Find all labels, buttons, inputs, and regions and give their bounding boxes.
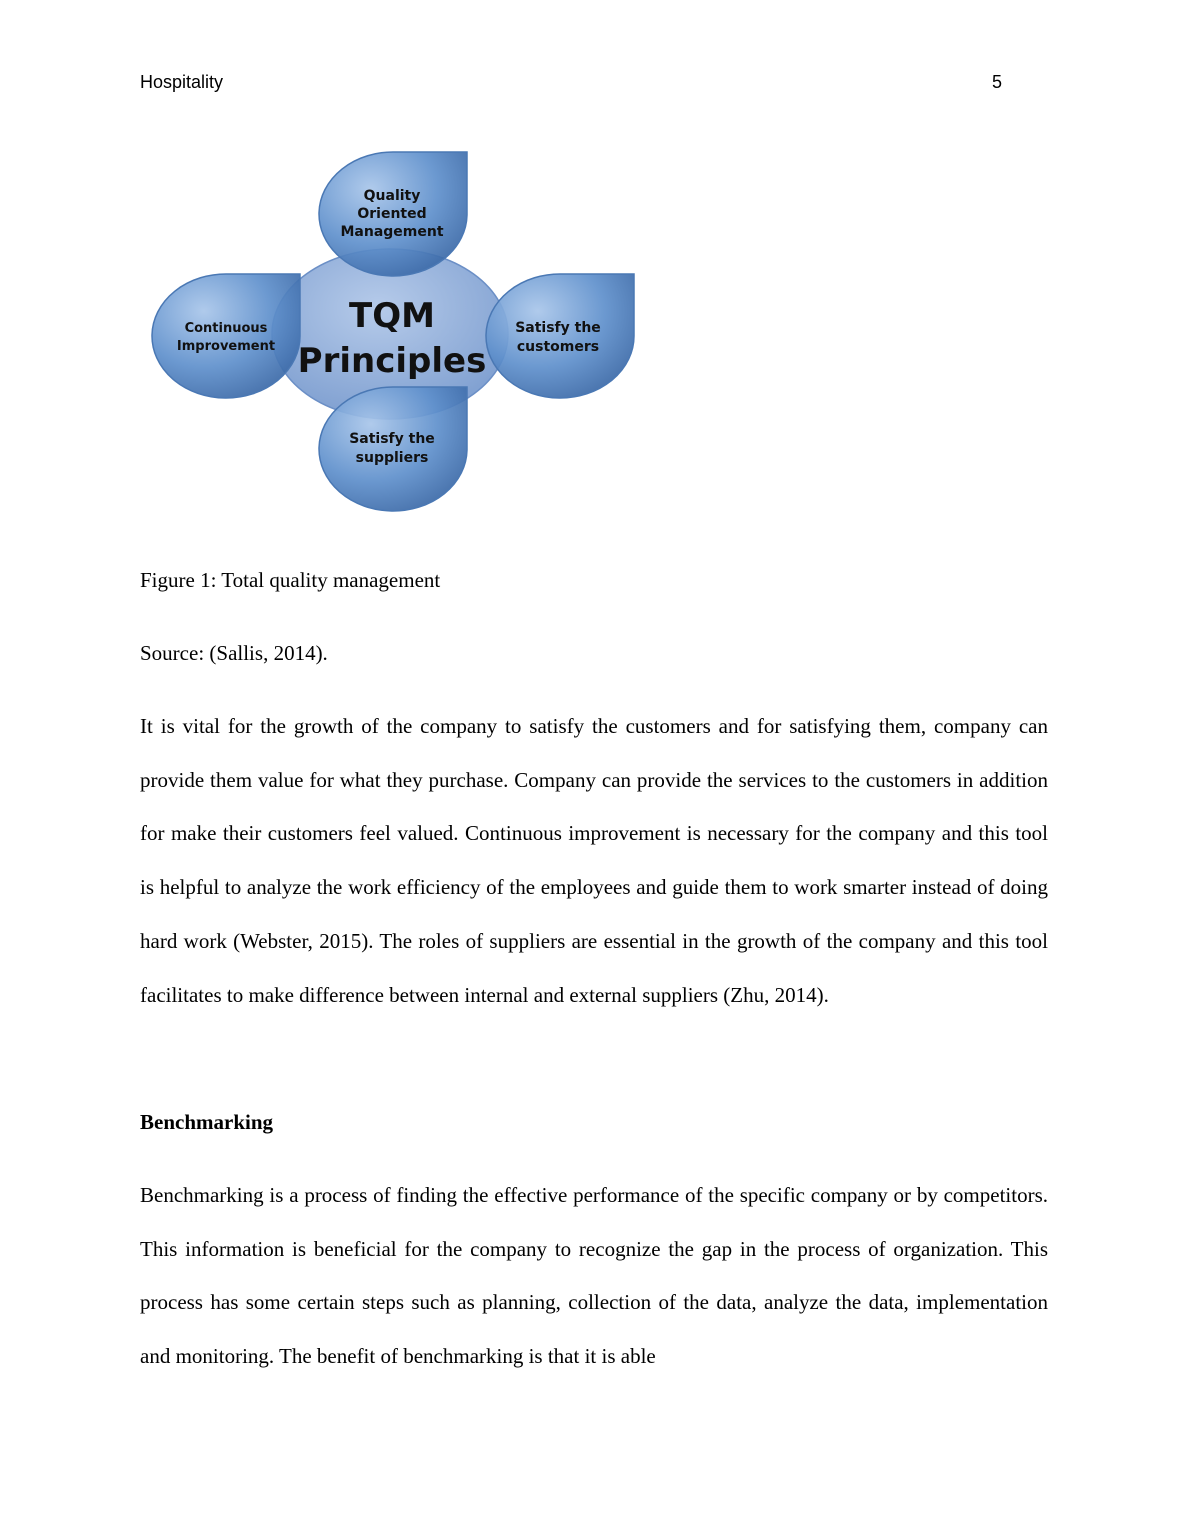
center-title-line2: Principles	[297, 341, 487, 381]
right-petal-line1: Satisfy the	[515, 320, 601, 336]
section-heading: Benchmarking	[140, 1110, 274, 1134]
figure-source: Source: (Sallis, 2014).	[140, 641, 328, 665]
body-paragraph-1: It is vital for the growth of the company to satisfy the customers and for satisfying them, company can provide them value for what they purchase. Company can provide the services to the customers in addition for make their customers feel valued. Continuous improvement is necessary for the company and this tool is helpful to analyze the work efficiency of the employees and guide them to work smarter instead of doing hard work (Webster, 2015). The roles of suppliers are essential in the growth of the company and this tool facilitates to make difference between internal and external suppliers (Zhu, 2014).	[140, 714, 1048, 1007]
figure-caption: Figure 1: Total quality management	[140, 568, 441, 592]
left-petal-line2: Improvement	[176, 339, 276, 354]
running-header	[140, 72, 1002, 93]
left-petal-line1: Continuous	[184, 321, 268, 336]
center-title-line1: TQM	[349, 296, 435, 336]
header-title: Hospitality	[140, 72, 224, 92]
bottom-petal-line2: suppliers	[355, 450, 429, 466]
tqm-diagram	[140, 140, 650, 530]
top-petal-line2: Oriented	[357, 206, 427, 222]
top-petal-line1: Quality	[363, 188, 421, 204]
bottom-petal	[319, 387, 467, 511]
top-petal-line3: Management	[340, 224, 444, 240]
bottom-petal-line1: Satisfy the	[349, 431, 435, 447]
page-number: 5	[991, 72, 1002, 92]
body-paragraph-2: Benchmarking is a process of finding the effective performance of the specific company or by competitors. This information is beneficial for the company to recognize the gap in the process of organization. This process has some certain steps such as planning, collection of the data, analyze the data, implementation and monitoring. The benefit of benchmarking is that it is able	[140, 1183, 1048, 1369]
right-petal-line2: customers	[516, 339, 600, 355]
